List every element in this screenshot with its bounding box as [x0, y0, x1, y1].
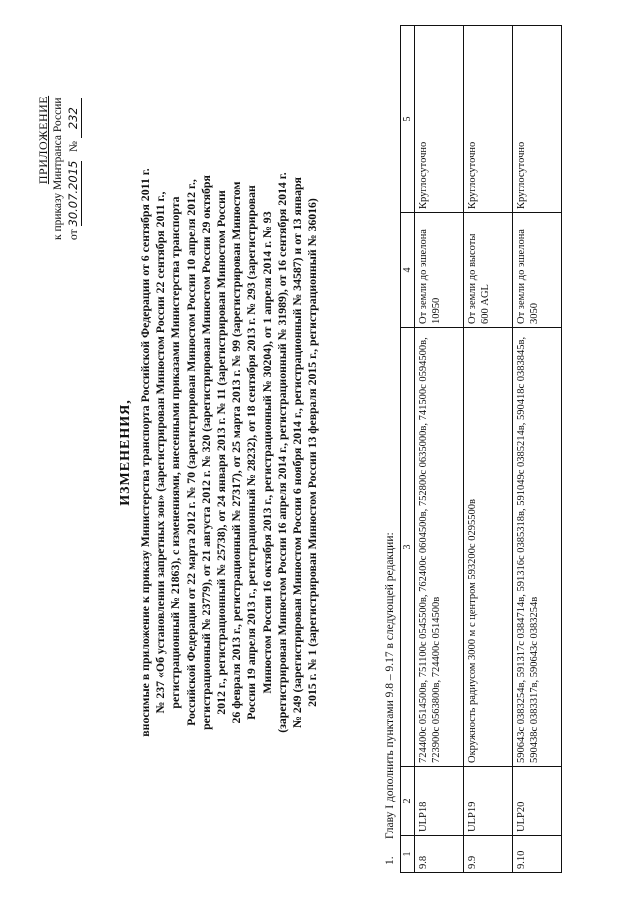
date-prefix: от	[68, 229, 80, 240]
intro-line: 2012 г., регистрационный № 25738), от 24 января 2013 г. № 11 (зарегистрирован Минюстом России	[214, 190, 229, 715]
zone-code: ULP18	[415, 767, 464, 836]
document-intro	[138, 40, 320, 865]
number-prefix: №	[68, 141, 80, 153]
table-row	[513, 26, 562, 873]
handwritten-number: 232	[66, 98, 82, 138]
column-header: 2	[401, 767, 415, 836]
table-header-row	[401, 26, 415, 873]
row-number: 9.8	[415, 836, 464, 873]
zone-height: От земли до эшелона 10950	[415, 213, 464, 328]
intro-line: Российской Федерации от 22 марта 2012 г. № 70 (зарегистрирован Минюстом России 10 апреля 2012 г.,	[183, 179, 198, 726]
column-header: 5	[401, 26, 415, 213]
amendment-item	[384, 532, 396, 865]
handwritten-date: 30.07.2015	[66, 160, 80, 227]
table-row	[464, 26, 513, 873]
zone-height: От земли до эшелона 3050	[513, 213, 562, 328]
item-text: Главу I дополнить пунктами 9.8 – 9.17 в следующей редакции:	[384, 532, 396, 839]
table-row	[415, 26, 464, 873]
intro-line: № 249 (зарегистрирован Минюстом России 6 ноября 2014 г., регистрационный № 34587) и от 13 января	[290, 177, 305, 728]
appendix-order-line	[66, 40, 82, 240]
zone-coordinates: 724400с 0514500в, 751100с 0545500в, 762400с 0604500в, 752800с 0635000в, 741500с 0594500в, 723900с 0563800в, 724400с 0514500в	[415, 328, 464, 767]
intro-line: вносимые в приложение к приказу Министерства транспорта Российской Федерации от 6 сентября 2011 г.	[138, 168, 152, 737]
zone-time: Круглосуточно	[513, 26, 562, 213]
intro-line: (зарегистрирован Минюстом России 16 апреля 2014 г., регистрационный № 31989), от 16 сентября 2014 г.	[274, 172, 289, 733]
zone-height: От земли до высоты 600 AGL	[464, 213, 513, 328]
item-number: 1.	[384, 856, 396, 865]
column-header: 4	[401, 213, 415, 328]
zone-time: Круглосуточно	[464, 26, 513, 213]
zone-time: Круглосуточно	[415, 26, 464, 213]
appendix-order-text: к приказу Минтранса России	[52, 97, 64, 240]
intro-line: Минюстом России 16 октября 2013 г., регистрационный № 30204), от 1 апреля 2014 г. № 93	[259, 211, 274, 694]
column-header: 1	[401, 836, 415, 873]
row-number: 9.10	[513, 836, 562, 873]
appendix-heading: ПРИЛОЖЕНИЕ	[36, 95, 50, 185]
intro-line: регистрационный № 23779), от 21 августа 2012 г. № 320 (зарегистрирован Минюстом России 29 октября	[198, 175, 213, 730]
column-header: 3	[401, 328, 415, 767]
intro-line: 26 февраля 2013 г., регистрационный № 27317), от 25 марта 2013 г. № 99 (зарегистрирован Минюстом	[229, 181, 244, 724]
zone-coordinates: Окружность радиусом 3000 м с центром 593200с 0295500в	[464, 328, 513, 767]
intro-line: регистрационный № 21863), с изменениями, внесенными приказами Министерства транспорта	[168, 196, 183, 709]
zone-code: ULP19	[464, 767, 513, 836]
appendix-block	[36, 40, 82, 240]
zones-table	[400, 25, 562, 873]
intro-line: России 19 апреля 2013 г., регистрационный № 28232), от 18 сентября 2013 г. № 293 (зарегистрирован	[244, 185, 259, 720]
zone-coordinates: 590643с 0383254в, 591317с 0384714в, 591316с 0385318в, 591049с 0385214в, 590418с 0383845в, 590438с 0383317в, 590643с 0383254в	[513, 328, 562, 767]
intro-line: 2015 г. № 1 (зарегистрирован Минюстом России 13 февраля 2015 г., регистрационный № 36016)	[305, 198, 320, 707]
document-title: ИЗМЕНЕНИЯ,	[118, 399, 133, 506]
intro-line: № 237 «Об установлении запретных зон» (зарегистрирован Минюстом России 22 сентября 2011 г.,	[153, 191, 168, 714]
zone-code: ULP20	[513, 767, 562, 836]
row-number: 9.9	[464, 836, 513, 873]
